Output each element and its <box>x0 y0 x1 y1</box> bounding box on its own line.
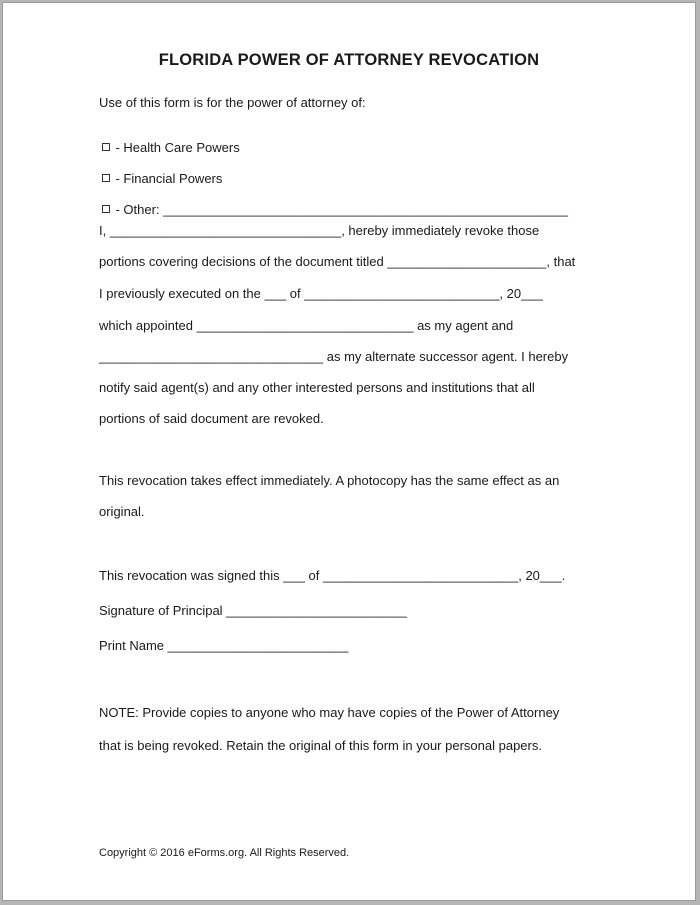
option-label: - Other: ________________________________________________________ <box>115 202 569 217</box>
checkbox-icon[interactable] <box>102 174 110 182</box>
document-title: FLORIDA POWER OF ATTORNEY REVOCATION <box>158 51 540 69</box>
revocation-line: portions covering decisions of the document titled ______________________, that <box>99 254 576 269</box>
print-name-field: Print Name _________________________ <box>99 638 349 653</box>
option-label: - Financial Powers <box>115 171 223 186</box>
effect-line: original. <box>99 504 145 519</box>
checkbox-icon[interactable] <box>102 205 110 213</box>
revocation-line: _______________________________ as my alternate successor agent. I hereby <box>99 349 569 364</box>
revocation-line: portions of said document are revoked. <box>99 411 324 426</box>
revocation-line: which appointed ______________________________ as my agent and <box>99 318 514 333</box>
effect-line: This revocation takes effect immediately. A photocopy has the same effect as an <box>99 473 560 488</box>
intro-text: Use of this form is for the power of attorney of: <box>99 95 366 110</box>
revocation-line: I previously executed on the ___ of ___________________________, 20___ <box>99 286 543 301</box>
revocation-line: notify said agent(s) and any other interested persons and institutions that all <box>99 380 535 395</box>
signature-field: Signature of Principal _________________________ <box>99 603 407 618</box>
note-line: that is being revoked. Retain the original of this form in your personal papers. <box>99 738 542 753</box>
option-label: - Health Care Powers <box>115 140 240 155</box>
note-line: NOTE: Provide copies to anyone who may have copies of the Power of Attorney <box>99 705 560 720</box>
revocation-line: I, ________________________________, hereby immediately revoke those <box>99 223 540 238</box>
copyright-footer: Copyright © 2016 eForms.org. All Rights Reserved. <box>99 847 350 859</box>
document-page <box>2 2 696 901</box>
signed-date-line: This revocation was signed this ___ of ___________________________, 20___. <box>99 568 566 583</box>
checkbox-icon[interactable] <box>102 143 110 151</box>
